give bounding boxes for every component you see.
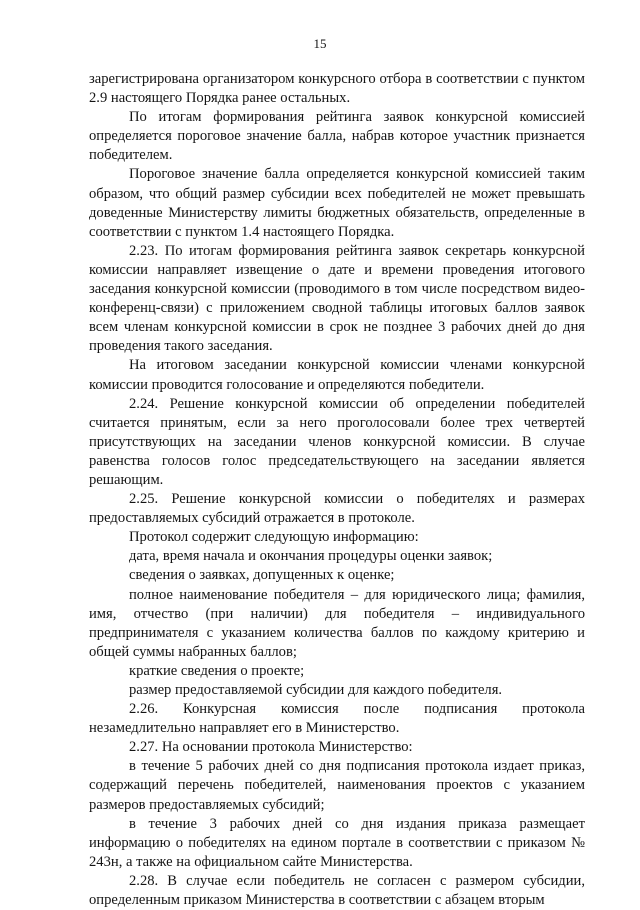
list-item-winner-name: полное наименование победителя – для юридического лица; фамилия, имя, отчество (при наличии) для победителя – индивидуального предпринимателя с указанием количества баллов по каждому критерию и общей суммы набранных баллов; — [89, 586, 585, 660]
page-number: 15 — [313, 36, 327, 51]
paragraph-2-24: 2.24. Решение конкурсной комиссии об определении победителей считается принятым, если за него проголосовали более трех четвертей присутствующих на заседании членов конкурсной комиссии. В случае равенства голосов голос председательствующего на заседании является решающим. — [89, 395, 585, 488]
paragraph-continuation: зарегистрирована организатором конкурсного отбора в соответствии с пунктом 2.9 настоящего Порядка ранее остальных. — [89, 71, 585, 107]
list-item-date-time: дата, время начала и окончания процедуры оценки заявок; — [129, 548, 493, 565]
paragraph-final-meeting: На итоговом заседании конкурсной комиссии членами конкурсной комиссии проводится голосование и определяются победители. — [89, 357, 585, 393]
document-body — [89, 70, 585, 910]
paragraph-2-25: 2.25. Решение конкурсной комиссии о победителях и размерах предоставляемых субсидий отражается в протоколе. — [89, 491, 585, 527]
list-item-project-info: краткие сведения о проекте; — [129, 662, 305, 679]
paragraph-threshold-definition: По итогам формирования рейтинга заявок конкурсной комиссией определяется пороговое значение балла, набрав которое участник признается победителем. — [89, 109, 585, 164]
paragraph-2-26: 2.26. Конкурсная комиссия после подписания протокола незамедлительно направляет его в Министерство. — [89, 701, 585, 737]
list-item-applications: сведения о заявках, допущенных к оценке; — [129, 567, 395, 584]
paragraph-threshold-rule: Пороговое значение балла определяется конкурсной комиссией таким образом, что общий размер субсидии всех победителей не может превышать доведенные Министерству лимиты бюджетных обязательств, определенные в соответствии с пунктом 1.4 настоящего Порядка. — [89, 166, 585, 240]
paragraph-2-28: 2.28. В случае если победитель не согласен с размером субсидии, определенным приказом Министерства в соответствии с абзацем вторым — [89, 872, 585, 909]
paragraph-2-27: 2.27. На основании протокола Министерство: — [129, 739, 413, 756]
list-item-subsidy-size: размер предоставляемой субсидии для каждого победителя. — [129, 682, 503, 698]
list-item-order-issue: в течение 5 рабочих дней со дня подписания протокола издает приказ, содержащий перечень победителей, наименования проектов с указанием размеров предоставляемых субсидий; — [89, 758, 585, 813]
list-item-publication: в течение 3 рабочих дней со дня издания приказа размещает информацию о победителях на едином портале в соответствии с приказом № 243н, а также на официальном сайте Министерства. — [89, 815, 585, 870]
paragraph-protocol-intro: Протокол содержит следующую информацию: — [129, 529, 419, 546]
paragraph-2-23: 2.23. По итогам формирования рейтинга заявок секретарь конкурсной комиссии направляет извещение о дате и времени проведения итогового заседания конкурсной комиссии (проводимого в том числе посредством видео-конференц-связи) с приложением сводной таблицы итоговых баллов заявок всем членам конкурсной комиссии в срок не позднее 3 рабочих дней до дня проведения такого заседания. — [89, 242, 585, 355]
